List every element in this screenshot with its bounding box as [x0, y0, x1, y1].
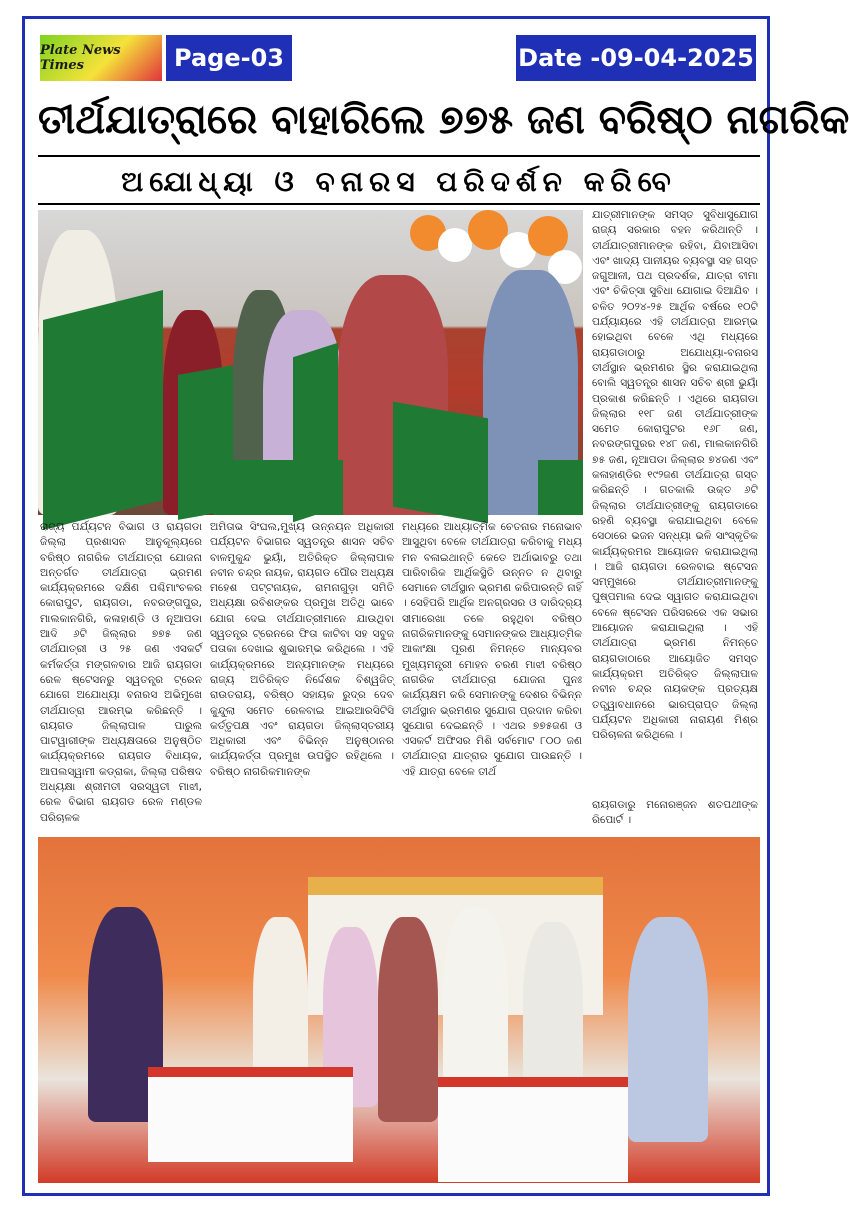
page-number-badge: [166, 35, 292, 81]
page-label: Page-03: [174, 44, 284, 72]
article-byline: ରାୟଗଡାରୁ ମନୋରଞ୍ଜନ ଶତପଥୀଙ୍କ ରିପୋର୍ଟ ।: [592, 799, 758, 827]
article-column-3: ମଧ୍ୟରେ ଆଧ୍ୟାତ୍ମିକ ଚେତନାର ମନୋଭାବ ଆସୁଥିବା ବେଳେ ତୀର୍ଥଯାତ୍ରା କରିବାକୁ ମଧ୍ୟ ମନ ବଳାଇଥାନ୍ତି କେତେ ଅର୍ଥାଭାବରୁ ତଥା ପାରିବାରିକ ଆର୍ଥିକସ୍ଥିତି ଉନ୍ନତ ନ ଥିବାରୁ ସେମାନେ ତୀର୍ଥସ୍ଥାନ ଭ୍ରମଣ କରିପାରନ୍ତି ନାହିଁ । ସେହିପରି ଆର୍ଥିକ ଅନଗ୍ରସର ଓ ଦାରିଦ୍ର୍ୟ ସୀମାରେଖା ତଳେ ରହୁଥିବା ବରିଷ୍ଠ ନାଗରିକମାନଙ୍କୁ ସେମାନଙ୍କର ଆଧ୍ୟାତ୍ମିକ ଆକାଂକ୍ଷା ପୂରଣ ନିମନ୍ତେ ମାନ୍ୟବର ମୁଖ୍ୟମନ୍ତ୍ରୀ ମୋହନ ଚରଣ ମାଝୀ ବରିଷ୍ଠ ନାଗରିକ ତୀର୍ଥଯାତ୍ରା ଯୋଜନା ପୁନଃ କାର୍ଯ୍ୟକ୍ଷମ କରି ସେମାନଙ୍କୁ ଦେଶର ବିଭିନ୍ନ ତୀର୍ଥସ୍ଥାନ ଭ୍ରମଣର ସୁଯୋଗ ପ୍ରଦାନ କରିବା ସୁଯୋଗ ଦେଇଛନ୍ତି । ଏଥର ୭୭୫ଜଣ ଓ ଏସକର୍ଟ ଅଫିସର ମିଶି ସର୍ବମୋଟ ୮୦୦ ଜଣ ତୀର୍ଥଯାତ୍ରା ଯାତ୍ରାର ସୁଯୋଗ ପାଉଛନ୍ତି । ଏହି ଯାତ୍ରା ବେଳେ ତୀର୍ଥ: [402, 521, 582, 778]
event-stage-photo: [38, 837, 760, 1183]
date-label: Date -09-04-2025: [518, 44, 754, 72]
article-column-1: ରାଜ୍ୟ ପର୍ଯ୍ୟଟନ ବିଭାଗ ଓ ରାୟଗଡା ଜିଲ୍ଲା ପ୍ରଶାସନ ଆନୁକୂଲ୍ୟରେ ବରିଷ୍ଠ ନାଗରିକ ତୀର୍ଥଯାତ୍ରା ଯୋଜନା ଅନ୍ତର୍ଗତ ତୀର୍ଥଯାତ୍ରା ଭ୍ରମଣ କାର୍ଯ୍ୟକ୍ରମରେ ଦକ୍ଷିଣ ପଶ୍ଚିମାଂଚଳର କୋରାପୁଟ, ରାୟଗଡା, ନବରଙ୍ଗପୁର, ମାଲକାନଗିରି, କଳାହାଣ୍ଡି ଓ ନୂଆପଡା ଆଦି ୬ଟି ଜିଲ୍ଲାର ୭୭୫ ଜଣ ତୀର୍ଥଯାତ୍ରୀ ଓ ୨୫ ଜଣ ଏସକର୍ଟ କର୍ମକର୍ତ୍ତା ମଙ୍ଗଳବାର ଆଜି ରାୟଗଡା ରେଳ ଷ୍ଟେସନରୁ ସ୍ୱତନ୍ତ୍ର ଟ୍ରେନ ଯୋଗେ ଅଯୋଧ୍ୟା ବନାରସ ଅଭିମୁଖେ ତୀର୍ଥଯାତ୍ରା ଆରମ୍ଭ କରିଛନ୍ତି । ରାୟଗଡ ଜିଲ୍ଲାପାଳ ପାରୁଲ ପାଟୱାରୀଙ୍କ ଅଧ୍ୟକ୍ଷତାରେ ଅନୁଷ୍ଠିତ କାର୍ଯ୍ୟକ୍ରମରେ ରାୟଗଡ ବିଧାୟକ, ଆପଲସ୍ୱାମୀ କଡ୍ରାକା, ଜିଲ୍ଲା ପରିଷଦ ଅଧ୍ୟକ୍ଷା ଶ୍ରୀମତୀ ସରସ୍ୱତୀ ମାଝୀ, ରେଳ ବିଭାଗ ରାୟଗଡ ରେଳ ମଣ୍ଡଳ ପରିଚାଳକ: [40, 521, 202, 824]
newspaper-logo: [40, 35, 162, 81]
article-column-2: ଅମିତାଭ ସିଂଘଲ,ମୁଖ୍ୟ ଉନ୍ନୟନ ଅଧିକାରୀ ପର୍ଯ୍ୟଟନ ବିଭାଗର ସ୍ୱତନ୍ତ୍ର ଶାସନ ସଚିବ ବାଳମୁକୁନ୍ଦ ଭୁୟାଁ, ଅତିରିକ୍ତ ଜିଲ୍ଲାପାଳ ନବୀନ ଚନ୍ଦ୍ର ନାୟକ, ରାୟଗଡ ପୌର ଅଧ୍ୟକ୍ଷ ମହେଶ ପଟ୍ଟନାୟକ, ରାମନାଗୁଡ଼ା ସମିତି ଅଧ୍ୟକ୍ଷା ରବିଶଙ୍କର ପ୍ରମୁଖ ଅତିଥି ଭାବେ ଯୋଗ ଦେଇ ତୀର୍ଥଯାତ୍ରୀମାନେ ଯାଉଥିବା ସ୍ୱତନ୍ତ୍ର ଟ୍ରେନରେ ଫିତା କାଟିବା ସହ ସବୁଜ ପତାକା ଦେଖାଇ ଶୁଭାରମ୍ଭ କରିଥିଲେ । ଏହି କାର୍ଯ୍ୟକ୍ରମରେ ଅନ୍ୟମାନଙ୍କ ମଧ୍ୟରେ ରାଜ୍ୟ ଅତିରିକ୍ତ ନିର୍ଦ୍ଦେଶକ ବିଶ୍ୱଜିତ୍ ରାଉତରାୟ, ବରିଷ୍ଠ ସହାୟକ ରୁଦ୍ର ଦେବ କୁନ୍ଦୁଲା ସମେତ ରେଳବାଇ ଆଇଆରସିଟିସି କର୍ତ୍ତୃପକ୍ଷ ଏବଂ ରାୟଗଡା ଜିଲ୍ଲାସ୍ତରୀୟ ଅଧିକାରୀ ଏବଂ ବିଭିନ୍ନ ଅନୁଷ୍ଠାନର କାର୍ଯ୍ୟକର୍ତ୍ତା ପ୍ରମୁଖ ଉପସ୍ଥିତ ରହିଥିଲେ । ବରିଷ୍ଠ ନାଗରିକମାନଙ୍କ: [210, 521, 394, 778]
article-headline: ତୀର୍ଥଯାତ୍ରାରେ ବାହାରିଲେ ୭୭୫ ଜଣ ବରିଷ୍ଠ ନାଗରିକ: [38, 97, 849, 143]
subheadline-divider: [38, 203, 760, 205]
flag-off-photo: [38, 210, 583, 515]
headline-divider: [38, 155, 760, 157]
article-column-4: ଯାତ୍ରୀମାନଙ୍କ ସମସ୍ତ ସୁବିଧାସୁଯୋଗ ରାଜ୍ୟ ସରକାର ବହନ କରିଥାନ୍ତି । ତୀର୍ଥଯାତ୍ରୀମାନଙ୍କ ରହିବା, ଯିବାଆସିବା ଏବଂ ଖାଦ୍ୟ ପାନୀୟର ବ୍ୟବସ୍ଥା ସହ ଗସ୍ତ ଜଗୁଆଳୀ, ପଥ ପ୍ରଦର୍ଶକ, ଯାତ୍ରା ବୀମା ଏବଂ ଚିକିତ୍ସା ସୁବିଧା ଯୋଗାଇ ଦିଆଯିବ । ଚଳିତ ୨୦୨୪-୨୫ ଆର୍ଥିକ ବର୍ଷରେ ୧୦ଟି ପର୍ଯ୍ୟାୟରେ ଏହି ତୀର୍ଥଯାତ୍ରା ଆରମ୍ଭ ହୋଇଥିବା ବେଳେ ଏଥି ମଧ୍ୟରେ ରାୟଗଡାଠାରୁ ଅଯୋଧ୍ୟା-ବନାରସ ତୀର୍ଥସ୍ଥାନ ଭ୍ରମଣର ସ୍ଥିର କରାଯାଇଥିଲା ବୋଲି ସ୍ୱତନ୍ତ୍ର ଶାସନ ସଚିବ ଶ୍ରୀ ଭୁୟାଁ ପ୍ରକାଶ କରିଛନ୍ତି । ଏଥିରେ ରାୟଗଡା ଜିଲ୍ଲାର ୧୧୮ ଜଣ ତୀର୍ଥଯାତ୍ରୀଙ୍କ ସମେତ କୋରାପୁଟର ୧୬୮ ଜଣ, ନବରଙ୍ଗପୁରର ୧୪୮ ଜଣ, ମାଲକାନଗିରି ୭୫ ଜଣ, ନୂଆପଡା ଜିଲ୍ଲାର ୭୪ଜଣ ଏବଂ କଳାହାଣ୍ଡିର ୧୯୨ଜଣ ତୀର୍ଥଯାତ୍ରା ଗସ୍ତ କରିଛନ୍ତି । ଗତକାଲି ଉକ୍ତ ୬ଟି ଜିଲ୍ଲାର ତୀର୍ଥଯାତ୍ରୀଙ୍କୁ ରାୟଗଡାରେ ରହଣି ବ୍ୟବସ୍ଥା କରାଯାଇଥିବା ବେଳେ ସେଠାରେ ଭଜନ ସନ୍ଧ୍ୟା ଭଳି ସାଂସ୍କୃତିକ କାର୍ଯ୍ୟକ୍ରମର ଆୟୋଜନ କରାଯାଇଥିଲା । ଆଜି ରାୟଗଡା ରେଳବାଇ ଷ୍ଟେସନ ସମ୍ମୁଖରେ ତୀର୍ଥଯାତ୍ରୀମାନଙ୍କୁ ପୁଷ୍ପମାଲ ଦେଇ ସ୍ୱାଗତ କରାଯାଇଥିବା ବେଳେ ଷ୍ଟେସନ ପରିସରରେ ଏକ ସଭାର ଆୟୋଜନ କରାଯାଇଥିଲା । ଏହି ତୀର୍ଥଯାତ୍ରା ଭ୍ରମଣ ନିମନ୍ତେ ରାୟଗଡାଠାରେ ଆୟୋଜିତ ସମସ୍ତ କାର୍ଯ୍ୟକ୍ରମ ଅତିରିକ୍ତ ଜିଲ୍ଲାପାଳ ନବୀନ ଚନ୍ଦ୍ର ନାୟକଙ୍କ ପ୍ରତ୍ୟକ୍ଷ ତତ୍ତ୍ୱାବଧାନରେ ଭାରପ୍ରାପ୍ତ ଜିଲ୍ଲା ପର୍ଯ୍ୟଟନ ଅଧିକାରୀ ନାରାୟଣ ମିଶ୍ର ପରିଚାଳନା କରିଥିଲେ ।: [592, 209, 758, 742]
article-subheadline: ଅଯୋଧ୍ୟା ଓ ବନାରସ ପରିଦର୍ଶନ କରିବେ: [121, 165, 677, 198]
date-badge: [516, 35, 756, 81]
logo-text: Plate News Times: [40, 43, 121, 73]
